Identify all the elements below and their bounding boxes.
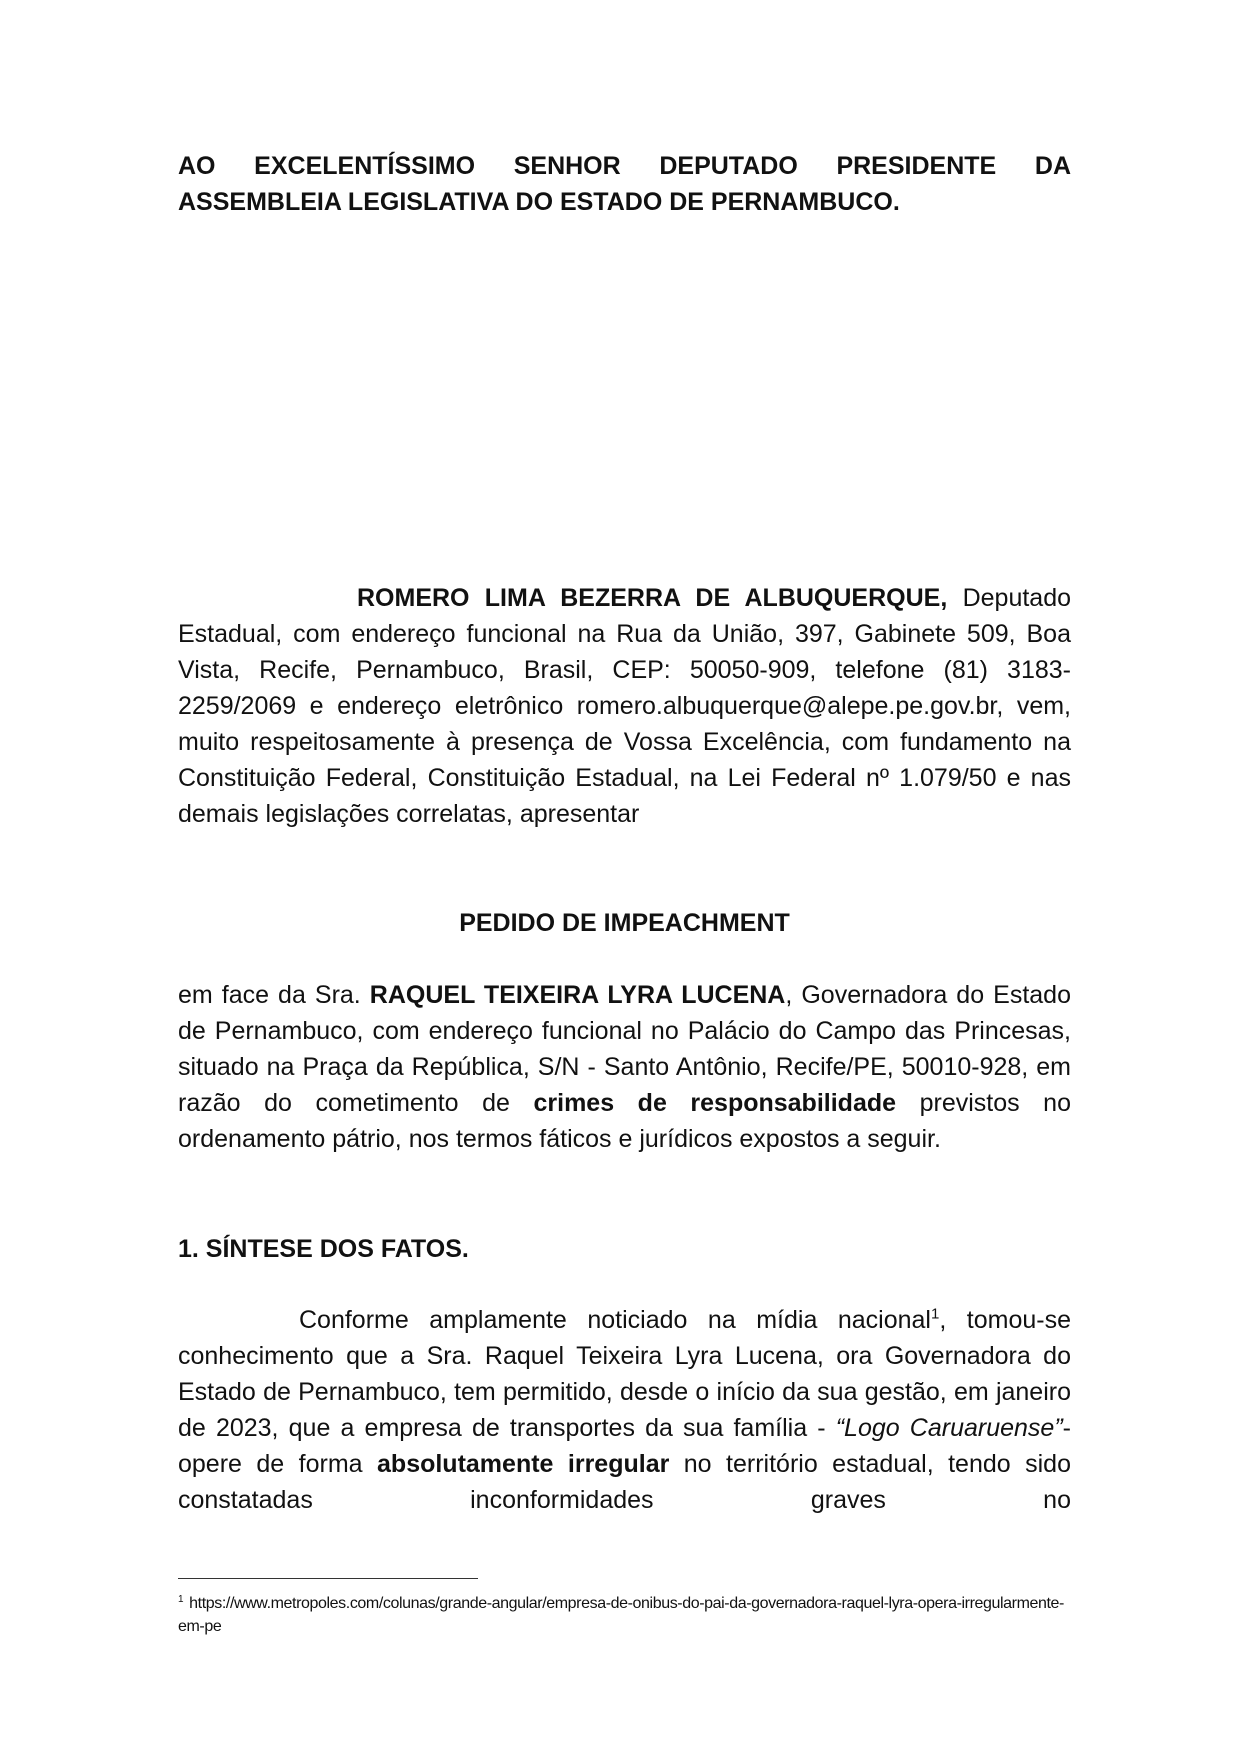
section-text-1: Conforme amplamente noticiado na mídia nacional [299, 1306, 931, 1334]
section-text-2: , tomou-se conhecimento que a Sra. Raquel Teixeira Lyra Lucena, ora Governadora do Estado de Pernambuco, tem permitido, desde o início da sua gestão, em janeiro de 2023, que a empresa de transportes da sua família - [178, 1306, 1071, 1442]
footnote-reference[interactable]: 1 [930, 1305, 940, 1323]
section-text-3: - opere de forma [178, 1414, 1071, 1478]
request-title: PEDIDO DE IMPEACHMENT [459, 909, 790, 937]
respondent-paragraph [178, 977, 1071, 1157]
petitioner-name: ROMERO LIMA BEZERRA DE ALBUQUERQUE, [357, 584, 948, 612]
petitioner-text: Deputado Estadual, com endereço funcional na Rua da União, 397, Gabinete 509, Boa Vista, Recife, Pernambuco, Brasil, CEP: 50050-909, telefone (81) 3183-2259/2069 e endereço eletrônico romero.albuquerque@alepe.pe.gov.br, vem, muito respeitosamente à presença de Vossa Excelência, com fundamento na Constituição Federal, Constituição Estadual, na Lei Federal nº 1.079/50 e nas demais legislações correlatas, apresentar [178, 584, 1071, 828]
company-name: “Logo Caruaruense” [835, 1414, 1063, 1442]
respondent-post: previstos no ordenamento pátrio, nos termos fáticos e jurídicos expostos a seguir. [178, 1089, 1071, 1153]
section-heading: 1. SÍNTESE DOS FATOS. [178, 1235, 469, 1263]
respondent-pre: em face da Sra. [178, 981, 370, 1009]
respondent-mid: , Governadora do Estado de Pernambuco, com endereço funcional no Palácio do Campo das Princesas, situado na Praça da República, S/N - Santo Antônio, Recife/PE, 50010-928, em razão do cometimento de [178, 981, 1071, 1117]
addressee-line-2: ASSEMBLEIA LEGISLATIVA DO ESTADO DE PERNAMBUCO. [178, 188, 900, 216]
footnote [178, 1592, 1071, 1638]
footnote-number: 1 [178, 1593, 184, 1605]
addressee-line-1: AO EXCELENTÍSSIMO SENHOR DEPUTADO PRESIDENTE DA [178, 152, 1071, 180]
addressee-heading [178, 148, 1071, 220]
section-text-4: no território estadual, tendo sido constatadas inconformidades graves no [178, 1450, 1071, 1514]
section-paragraph [178, 1302, 1071, 1518]
footnote-divider [178, 1578, 478, 1579]
footnote-link[interactable]: https://www.metropoles.com/colunas/grande-angular/empresa-de-onibus-do-pai-da-governadora-raquel-lyra-opera-irregularmente-em-pe [178, 1595, 1064, 1635]
petitioner-paragraph [178, 580, 1071, 832]
respondent-name: RAQUEL TEIXEIRA LYRA LUCENA [369, 981, 786, 1009]
section-bold: absolutamente irregular [377, 1450, 670, 1478]
respondent-crimes: crimes de responsabilidade [533, 1089, 897, 1117]
